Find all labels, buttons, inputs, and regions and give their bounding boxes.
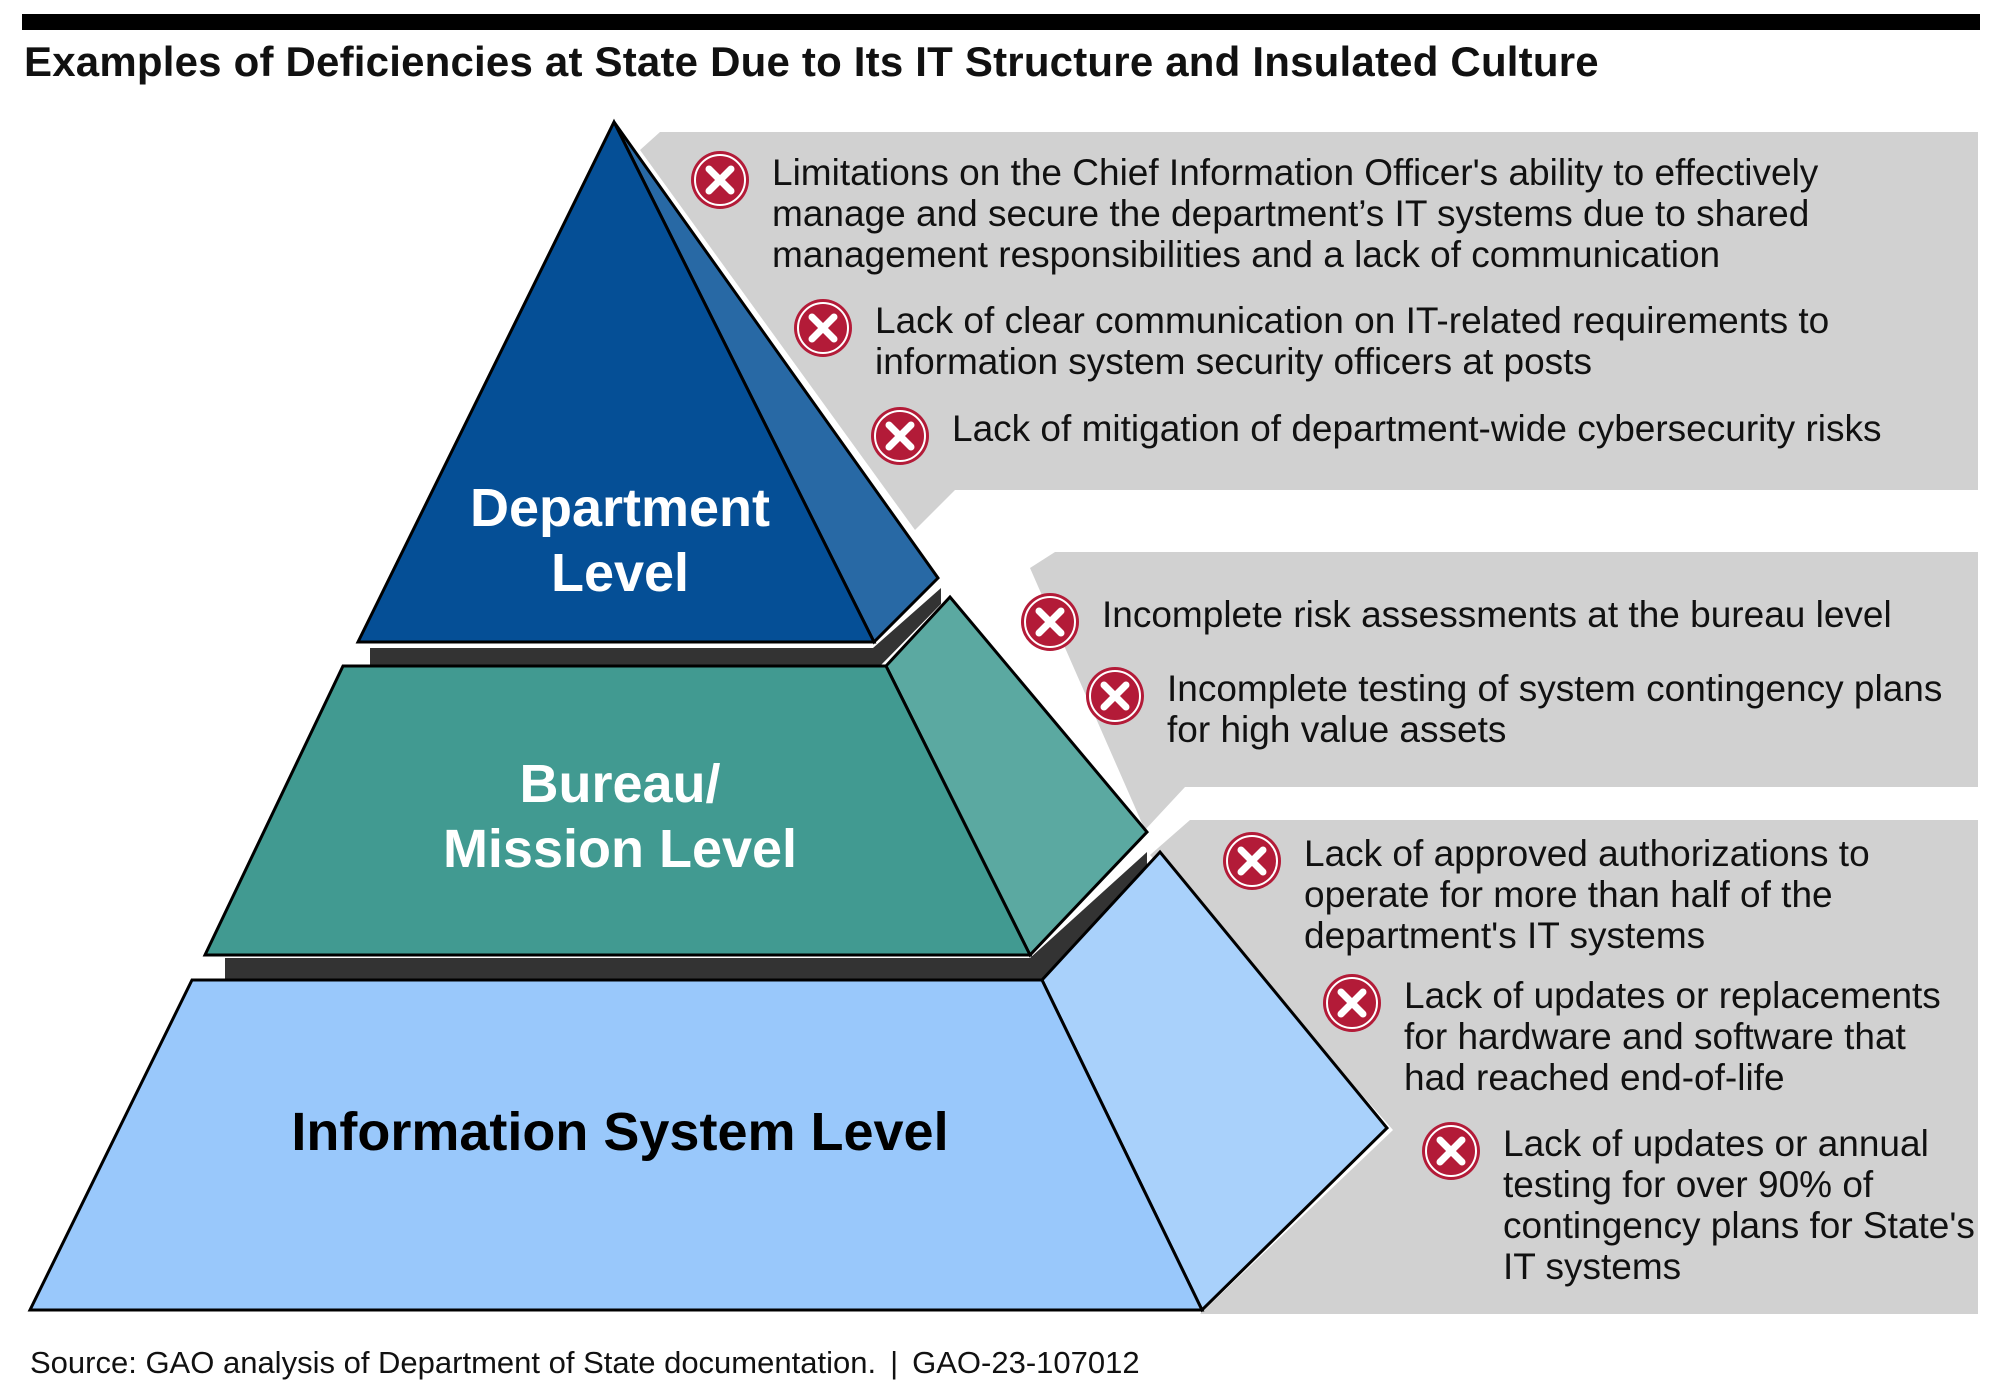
bureau-level-line1: Bureau/ (519, 754, 721, 814)
bureau-deficiency-1 (1020, 594, 1970, 652)
information-system-deficiency-2-text: Lack of updates or replacements for hardware and software that had reached end-of-life (1404, 975, 1941, 1098)
bureau-deficiency-2-text: Incomplete testing of system contingency plans for high value assets (1167, 668, 1943, 750)
x-circle-icon (793, 298, 853, 358)
source-separator: | (890, 1345, 899, 1380)
information-system-level-label: Information System Level (291, 1102, 949, 1162)
information-system-deficiency-2 (1322, 975, 1962, 1098)
information-system-deficiency-3 (1421, 1123, 1981, 1287)
department-deficiency-1-text: Limitations on the Chief Information Officer's ability to effectively manage and secure the department’s IT systems due to shared management responsibilities and a lack of communication (772, 152, 1819, 275)
information-system-deficiency-1-text: Lack of approved authorizations to operate for more than half of the department's IT systems (1304, 833, 1870, 956)
x-circle-icon (1222, 831, 1282, 891)
bureau-level-label (390, 752, 850, 882)
department-deficiency-2-text: Lack of clear communication on IT-related requirements to information system security officers at posts (875, 300, 1830, 382)
department-deficiency-3 (870, 408, 1970, 466)
source-text: Source: GAO analysis of Department of State documentation. (30, 1345, 877, 1380)
department-deficiency-1 (690, 152, 1960, 275)
bureau-level-line2: Mission Level (442, 818, 798, 879)
information-system-deficiency-1 (1222, 833, 1902, 956)
department-level-label (420, 476, 820, 606)
bureau-deficiency-2 (1085, 668, 1975, 750)
report-id: GAO-23-107012 (912, 1345, 1140, 1380)
x-circle-icon (1020, 592, 1080, 652)
x-circle-icon (870, 406, 930, 466)
department-level-line2: Level (550, 542, 690, 603)
x-circle-icon (1322, 973, 1382, 1033)
information-system-deficiency-3-text: Lack of updates or annual testing for over 90% of contingency plans for State's IT systems (1503, 1123, 1975, 1287)
x-circle-icon (1421, 1121, 1481, 1181)
x-circle-icon (1085, 666, 1145, 726)
source-note (30, 1345, 1140, 1381)
bureau-deficiency-1-text: Incomplete risk assessments at the bureau level (1102, 594, 1892, 635)
department-deficiency-2 (793, 300, 1963, 382)
department-level-line1: Department (469, 478, 771, 538)
figure-title: Examples of Deficiencies at State Due to Its IT Structure and Insulated Culture (24, 38, 1599, 85)
x-circle-icon (690, 150, 750, 210)
department-deficiency-3-text: Lack of mitigation of department-wide cybersecurity risks (952, 408, 1882, 449)
